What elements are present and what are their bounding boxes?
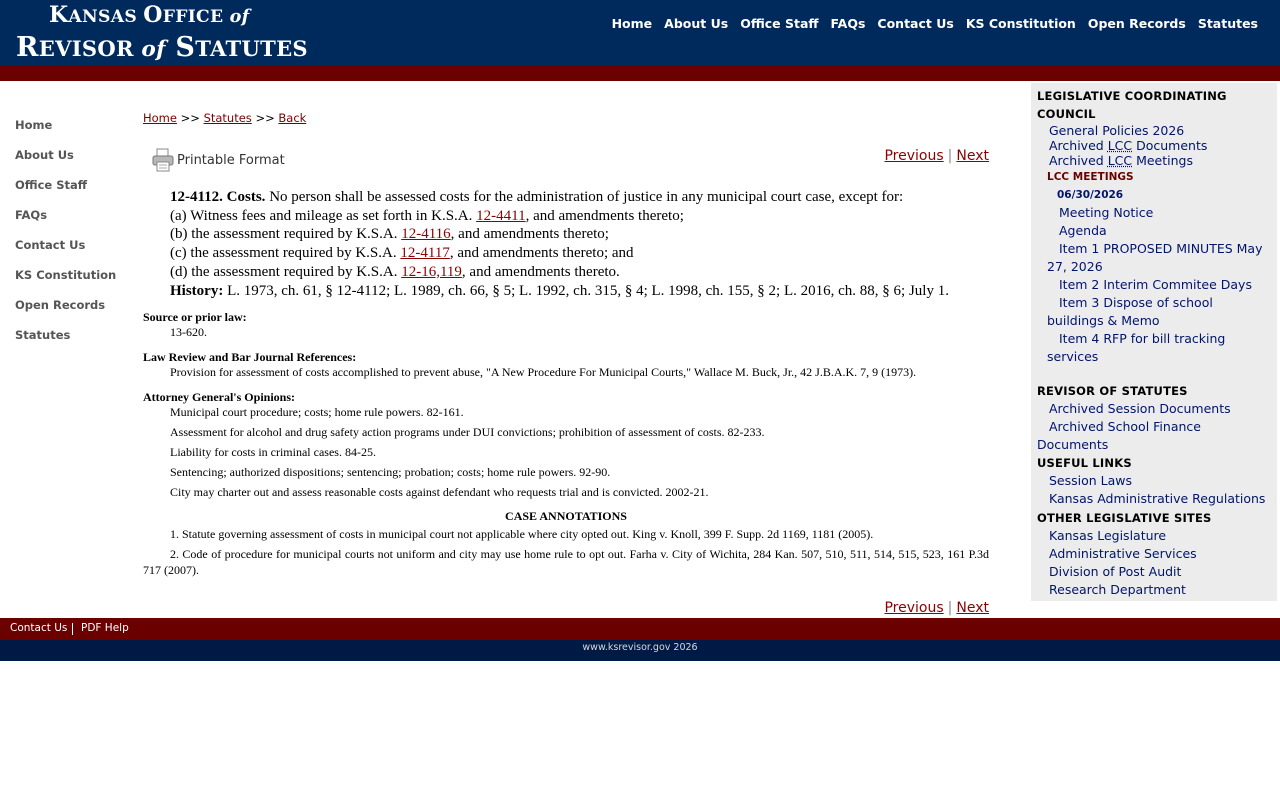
leftnav-faqs[interactable]: FAQs [15,208,48,222]
topnav-office-staff[interactable]: Office Staff [740,16,819,31]
breadcrumb-back-link[interactable]: Back [278,111,307,125]
archived-lcc-documents-link[interactable]: Archived LCC Documents [1049,138,1208,153]
logo-line-2: REVISOR of STATUTES [16,32,308,63]
item-1-minutes-link[interactable]: Item 1 PROPOSED MINUTES May 27, 2026 [1047,241,1263,274]
breadcrumb-statutes-link[interactable]: Statutes [203,111,252,125]
research-department-link[interactable]: Research Department [1049,582,1186,597]
lcc-heading-cont: COUNCIL [1037,107,1096,121]
archived-session-documents-link[interactable]: Archived Session Documents [1049,401,1231,416]
statute-item [170,207,989,226]
kansas-admin-regulations-link[interactable]: Kansas Administrative Regulations [1049,491,1266,506]
statute-item-text: (a) Witness fees and mileage as set forth in K.S.A. [170,207,477,224]
statute-item-text: , and amendments thereto; and [449,245,634,262]
case-annotation-item: 1. Statute governing assessment of costs in municipal court not applicable where city opted out. King v. Knoll, 399 F. Supp. 2d 1169, 1181 (2005). [170,527,874,541]
breadcrumb [143,111,306,125]
history-text: L. 1973, ch. 61, § 12-4112; L. 1989, ch. 66, § 5; L. 1992, ch. 315, § 4; L. 1998, ch. 155, § 2; L. 2016, ch. 88, § 6; July 1. [223,282,949,299]
archived-lcc-meetings-link[interactable]: Archived LCC Meetings [1049,153,1193,168]
statute-item-text: (b) the assessment required by K.S.A. [170,226,402,243]
footer-divider [72,623,73,635]
copyright-bar [0,640,1280,661]
left-navigation [15,118,116,358]
pager-top [884,148,989,164]
case-annotations-heading: CASE ANNOTATIONS [505,509,627,523]
topnav-ks-constitution[interactable]: KS Constitution [965,16,1076,31]
topnav-open-records[interactable]: Open Records [1087,16,1186,31]
site-footer [0,618,1280,640]
next-link[interactable]: Next [956,600,989,616]
source-heading: Source or prior law: [143,310,247,324]
source-text: 13-620. [170,325,207,339]
ag-opinions-heading: Attorney General's Opinions: [143,390,295,404]
header-divider-band [0,65,1280,81]
kansas-legislature-link[interactable]: Kansas Legislature [1049,528,1167,543]
statute-item-text: , and amendments thereto; [450,226,609,243]
copyright-text: www.ksrevisor.gov 2026 [582,642,698,653]
breadcrumb-home-link[interactable]: Home [143,111,177,125]
topnav-contact-us[interactable]: Contact Us [877,16,954,31]
ag-opinion-item: Liability for costs in criminal cases. 84-25. [170,445,376,459]
site-header [0,0,1280,65]
footer-pdf-help-link[interactable]: PDF Help [81,622,129,634]
topnav-statutes[interactable]: Statutes [1197,16,1258,31]
lcc-heading: LEGISLATIVE COORDINATING [1037,89,1227,103]
statute-intro: No person shall be assessed costs for the administration of justice in any municipal court case, except for: [265,189,904,205]
statute-item-text: (d) the assessment required by K.S.A. [170,263,402,280]
statute-reference-link[interactable]: 12-4116 [401,226,451,243]
pager-bottom [884,600,989,616]
statute-number: 12-4112. [170,189,223,205]
statute-item [170,263,989,282]
agenda-link[interactable]: Agenda [1059,223,1107,238]
ag-opinion-item: Municipal court procedure; costs; home rule powers. 82-161. [170,405,464,419]
previous-link[interactable]: Previous [884,600,944,616]
logo-line-1: KANSAS OFFICE of [49,2,250,28]
main-content [143,81,989,618]
statute-item-text: (c) the assessment required by K.S.A. [170,245,401,262]
leftnav-statutes[interactable]: Statutes [15,328,71,342]
statute-heading-line [170,188,989,207]
meeting-date: 06/30/2026 [1057,189,1124,201]
leftnav-office-staff[interactable]: Office Staff [15,178,88,192]
useful-links-heading: USEFUL LINKS [1037,456,1132,470]
leftnav-about-us[interactable]: About Us [15,148,74,162]
item-4-link[interactable]: Item 4 RFP for bill tracking services [1047,331,1226,364]
statute-title: Costs. [226,189,266,205]
printable-format-label: Printable Format [177,152,285,168]
printer-icon [151,147,175,173]
case-annotation-item: 2. Code of procedure for municipal courts not uniform and city may use home rule to opt out. Farha v. City of Wichita, 284 Kan. 507, 510, 511, 514, 515, 523, 161 P.3d 717 (2007). [143,547,989,577]
statute-history [170,282,989,301]
leftnav-contact-us[interactable]: Contact Us [15,238,86,252]
history-label: History: [170,282,224,299]
leftnav-open-records[interactable]: Open Records [15,298,106,312]
right-sidebar [1031,83,1277,601]
next-link[interactable]: Next [956,148,989,164]
ag-opinion-item: City may charter out and assess reasonable costs against defendant who requests trial and is convicted. 2002-21. [170,485,709,499]
revisor-heading: REVISOR OF STATUTES [1037,384,1188,398]
breadcrumb-separator: >> [251,111,279,125]
other-sites-heading: OTHER LEGISLATIVE SITES [1037,511,1212,525]
topnav-about-us[interactable]: About Us [664,16,729,31]
administrative-services-link[interactable]: Administrative Services [1049,546,1197,561]
topnav-faqs[interactable]: FAQs [830,16,866,31]
breadcrumb-separator: >> [176,111,204,125]
statute-reference-link[interactable]: 12-4411 [476,207,526,224]
law-review-text: Provision for assessment of costs accomplished to prevent abuse, "A New Procedure For Municipal Courts," Wallace M. Buck, Jr., 42 J.B.A.K. 7, 9 (1973). [170,365,917,379]
statute-text [170,188,989,300]
statute-reference-link[interactable]: 12-4117 [400,245,450,262]
statute-item [170,225,989,244]
item-3-link[interactable]: Item 3 Dispose of school buildings & Memo [1047,295,1213,328]
top-navigation [612,16,1258,31]
topnav-home[interactable]: Home [611,16,653,31]
lcc-meetings-heading: LCC MEETINGS [1047,171,1134,183]
previous-link[interactable]: Previous [884,148,944,164]
ag-opinion-item: Sentencing; authorized dispositions; sentencing; probation; costs; home rule powers. 92-90. [170,465,611,479]
archived-school-finance-link[interactable]: Archived School Finance Documents [1037,419,1201,452]
division-of-post-audit-link[interactable]: Division of Post Audit [1049,564,1182,579]
session-laws-link[interactable]: Session Laws [1049,473,1133,488]
meeting-notice-link[interactable]: Meeting Notice [1059,205,1154,220]
leftnav-ks-constitution[interactable]: KS Constitution [15,268,117,282]
pager-separator: | [947,148,953,164]
printable-format-link[interactable] [151,147,285,173]
ag-opinion-item: Assessment for alcohol and drug safety action programs under DUI convictions; prohibition of assessment of costs. 82-233. [170,425,765,439]
footer-contact-link[interactable]: Contact Us [10,622,68,634]
statute-item-text: , and amendments thereto; [525,207,684,224]
general-policies-link[interactable]: General Policies 2026 [1049,123,1185,138]
pager-separator: | [947,600,953,616]
law-review-heading: Law Review and Bar Journal References: [143,350,357,364]
statute-item-text: , and amendments thereto. [461,263,620,280]
leftnav-home[interactable]: Home [15,118,53,132]
item-2-link[interactable]: Item 2 Interim Commitee Days [1059,277,1252,292]
statute-item [170,244,989,263]
statute-reference-link[interactable]: 12-16,119 [401,263,462,280]
